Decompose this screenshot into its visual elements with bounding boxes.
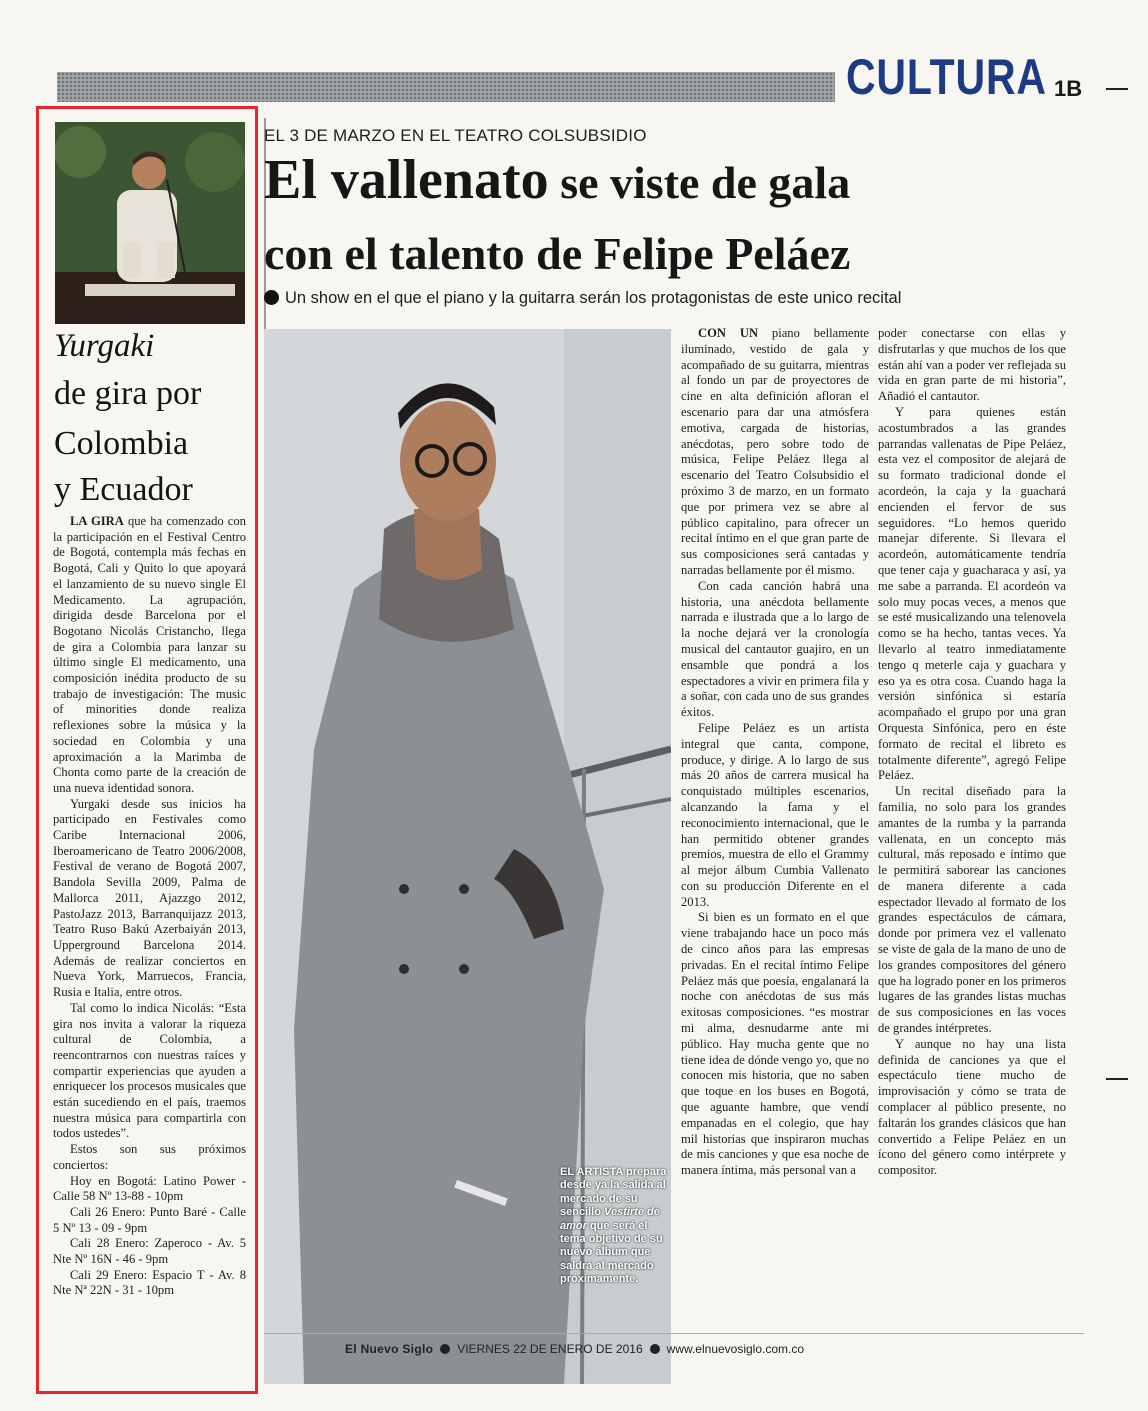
article-column-2 [878,326,1066,1334]
section-title: CULTURA [846,49,1047,105]
headline-text: se viste de gala [548,157,851,208]
crop-mark [1106,88,1128,90]
publication-date: VIERNES 22 DE ENERO DE 2016 [457,1342,643,1356]
article-lead: CON UN [698,326,759,340]
sidebar-title-band: Yurgaki [54,328,155,364]
concert-date: Cali 26 Enero: Punto Baré - Calle 5 Nº 13 - 09 - 9pm [53,1204,246,1235]
publication-url: www.elnuevosiglo.com.co [666,1342,805,1356]
article-column-1 [681,326,869,1334]
concert-date: Hoy en Bogotá: Latino Power - Calle 58 Nº 13-88 - 10pm [53,1173,246,1204]
bullet-icon [650,1344,660,1354]
headline-text: con el talento de Felipe Peláez [264,228,851,279]
article-paragraph: Y aunque no hay una lista definida de canciones ya que el espectáculo tiene mucho de improvisación y cómo se trata de complacer al público presente, no faltarán los grandes clásicos que han convertido a Felipe Peláez en un ícono del género como intérprete y compositor. [878,1036,1066,1178]
article-paragraph: CON UN piano bellamente iluminado, vestido de gala y acompañado de su guitarra, mientras al fondo un par de proyectores de cine en alta definición afloran el escenario para dar una atmósfera emotiva, cargada de historias, anécdotas, pero sobre todo de música, Felipe Peláez llega al escenario del Teatro Colsubsidio el próximo 3 de marzo, en un formato que por primera vez se abre al público capitalino, para ofrecer un recital íntimo en el que gran parte de sus composiciones será cantadas y narradas bellamente por él mismo. [681,326,869,577]
article-paragraph: Si bien es un formato en el que viene trabajando hace un poco más de cinco años para las empresas privadas. En el recital íntimo Felipe Peláez más que poesía, engalanará la noche con anécdotas de sus más exitosas composiciones. “es mostrar mi alma, desnudarme ante mi público. Hay mucha gente que no tiene idea de dónde vengo yo, que no conocen mis historia, que no saben que toque en los buses en Bogotá, que aguante hambre, que vendí empanadas en el colegio, que hay mil historias que inspiraron muchas de mis canciones y que esa noche de manera íntima, más personal van a [681,910,869,1178]
sidebar-paragraph: LA GIRA que ha comenzado con la participación en el Festival Centro de Bogotá, contempla más fechas en Bogotá, Cali y Quito lo que apoyará el lanzamiento de su nuevo single El Medicamento. La agrupación, dirigida desde Barcelona por el Bogotano Nicolás Cristancho, llega de gira a Colombia para lanzar su último single El medicamento, una composición inédita producto de su trabajo de investigación: The music of minorities donde realiza reflexiones sobre la música y la sociedad en Colombia y una aproximación a la Marimba de Chonta como parte de la creación de una nueva identidad sonora. [53,514,246,795]
article-paragraph: Con cada canción habrá una historia, una anécdota bellamente narrada e ilustrada que a lo largo de la noche dejará ver la cronología musical del cantautor guajiro, en un ensamble que pondrá a los espectadores a vivir en primera fila y a soñar, con cada uno de sus grandes éxitos. [681,578,869,720]
concert-date: Cali 28 Enero: Zaperoco - Av. 5 Nte Nº 16N - 46 - 9pm [53,1236,246,1267]
sidebar-paragraph: Yurgaki desde sus inicios ha participado en Festivales como Caribe Internacional 2006, Iberoamericano de Teatro 2006/2008, Festival de verano de Bogotá 2007, Bandola Sevilla 2009, Palma de Mallorca 2011, Ajazzgo 2012, PastoJazz 2013, Barranquijazz 2013, Teatro Ruso Bakú Azerbaiyán 2013, Upperground Barcelona 2014. Además de realizar conciertos en Nueva York, Marruecos, Francia, Rusia e Italia, entre otros. [53,796,246,1000]
bullet-icon [264,290,279,305]
concert-date: Cali 29 Enero: Espacio T - Av. 8 Nte Nª 22N - 31 - 10pm [53,1267,246,1298]
article-paragraph: Y para quienes están acostumbrados a las grandes parrandas vallenatas de Pipe Peláez, esta vez el compositor de alejará de su formato tradicional donde el acordeón, la caja y la guachará encienden el fervor de sus seguidores. “Lo hemos querido manejar diferente. Si llevara el acordeón, automáticamente tendría que tener caja y guacharaca y así, ya me sabe a parranda. El acordeón va solo muy pocas veces, a menos que se esté musicalizando una telenovela como se ha hecho, tantas veces. Ya llevarlo al teatro inmediatamente tengo q meterle caja y guachara y eso ya es otra cosa. Cuando haga la versión sinfónica si estaría acompañado el grupo por una gran Orquesta Sinfónica, pero en éste formato de recital el libreto es totalmente diferente”, agregó Felipe Peláez. [878,404,1066,783]
page-footer [345,1342,804,1356]
sidebar-paragraph: Estos son sus próximos conciertos: [53,1142,246,1172]
headline-emphasis: El vallenato [264,149,549,211]
sidebar-title-line: de gira por [54,375,202,412]
article-paragraph: Un recital diseñado para la familia, no solo para los grandes amantes de la rumba y la parranda vallenata, en un concepto más cultural, más reposado e íntimo que le permitirá saborear las canciones de manera diferente a cada espectador llevado al formato de los grandes espectáculos de cámara, donde por primera vez el vallenato se viste de gala de la mano de uno de los grandes compositores del género que ha logrado poner en los primeros lugares de las grandes listas muchas de sus composiciones en las voces de grandes intérpretes. [878,784,1066,1036]
bullet-icon [440,1344,450,1354]
page-number: 1B [1054,76,1083,101]
story-headline [264,150,1044,284]
section-header-band [57,72,835,102]
sidebar-title-line: Colombia [54,425,189,462]
publication-name: El Nuevo Siglo [345,1342,434,1356]
sidebar-photo-performer [55,122,245,324]
sidebar-article-body [53,514,246,1334]
story-kicker: EL 3 DE MARZO EN EL TEATRO COLSUBSIDIO [264,126,647,145]
sidebar-lead: LA GIRA [70,514,124,528]
footer-rule [264,1333,1084,1334]
story-deck: Un show en el que el piano y la guitarra serán los protagonistas de este unico recital [264,289,901,308]
sidebar-title-line: y Ecuador [54,471,193,508]
photo-caption: EL ARTISTA prepara desde ya la salida al mercado de su sencillo Vestirte de amor que será el tema objetivo de su nuevo álbum que saldrá al mercado próximamente. [560,1166,667,1286]
article-paragraph: poder conectarse con ellas y disfrutarlas y que muchos de los que están ahí van a poder ver reflejada su vida en gran parte de mi historia”, Añadió el cantautor. [878,326,1066,404]
article-paragraph: Felipe Peláez es un artista integral que canta, compone, produce, y dirige. A lo largo de sus más 20 años de carrera musical ha conquistado múltiples escenarios, alcanzando la fama y el reconocimiento internacional, que le han permitido obtener grandes premios, muestra de ello el Grammy al mejor álbum Cumbia Vallenato con su producción Diferente en el 2013. [681,720,869,909]
sidebar-paragraph: Tal como lo indica Nicolás: “Esta gira nos invita a valorar la riqueza cultural de Colombia, a reencontrarnos con nuestras raíces y compartir experiencias que ayuden a enriquecer los procesos musicales que están sucediendo en el país, traemos nuestra música para compartirla con todos ustedes”. [53,1000,246,1141]
crop-mark [1106,1078,1128,1080]
